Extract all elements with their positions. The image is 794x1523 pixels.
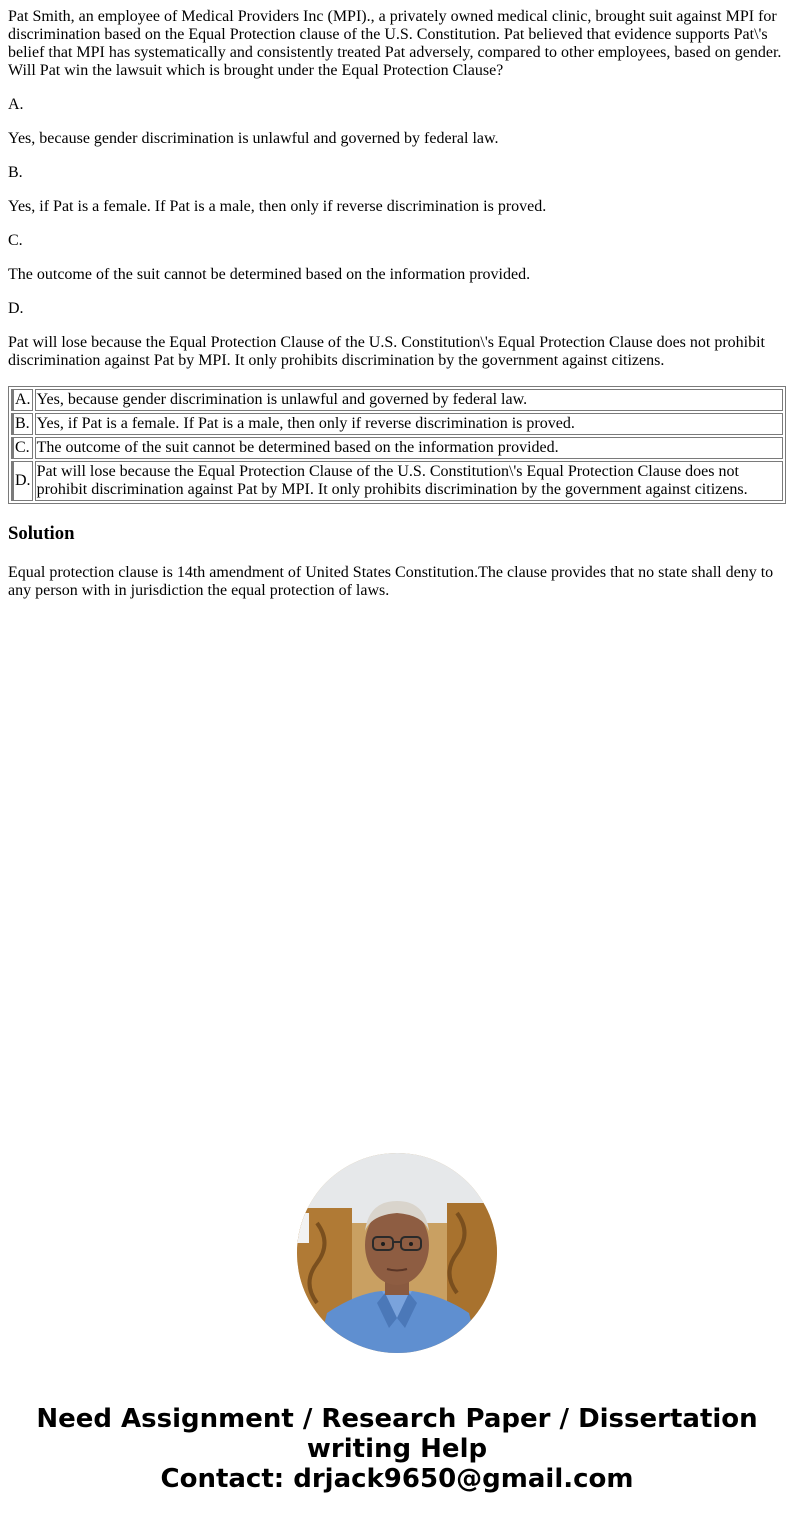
option-d-text: Pat will lose because the Equal Protection Clause of the U.S. Constitution\'s Equal Protection Clause does not prohibit discrimination against Pat by MPI. It only prohibits discrimination by the government against citizens. — [8, 334, 765, 369]
avatar-portrait-image — [297, 1153, 497, 1353]
option-b-text: Yes, if Pat is a female. If Pat is a male, then only if reverse discrimination is proved. — [8, 198, 547, 215]
table-row — [11, 413, 783, 435]
option-a-letter: A. — [8, 96, 24, 113]
table-cell-text: Yes, if Pat is a female. If Pat is a male, then only if reverse discrimination is proved. — [35, 413, 783, 435]
table-cell-text: The outcome of the suit cannot be determined based on the information provided. — [35, 437, 783, 459]
table-cell-letter: C. — [11, 437, 33, 459]
table-row — [11, 461, 783, 501]
avatar — [297, 1153, 497, 1353]
option-c-letter: C. — [8, 232, 23, 249]
table-row — [11, 437, 783, 459]
footer-banner — [0, 1404, 794, 1494]
table-row — [11, 389, 783, 411]
solution-text: Equal protection clause is 14th amendment of United States Constitution.The clause provides that no state shall deny to any person with in jurisdiction the equal protection of laws. — [8, 564, 774, 599]
table-cell-text: Pat will lose because the Equal Protection Clause of the U.S. Constitution\'s Equal Protection Clause does not prohibit discrimination against Pat by MPI. It only prohibits discrimination by the government against citizens. — [35, 461, 783, 501]
question-text: Pat Smith, an employee of Medical Providers Inc (MPI)., a privately owned medical clinic, brought suit against MPI for discrimination based on the Equal Protection clause of the U.S. Constitution. Pat believed that evidence supports Pat\'s belief that MPI has systematically and consistently treated Pat adversely, compared to other employees, based on gender. Will Pat win the lawsuit which is brought under the Equal Protection Clause? — [8, 8, 782, 79]
solution-heading: Solution — [8, 523, 75, 544]
table-cell-text: Yes, because gender discrimination is unlawful and governed by federal law. — [35, 389, 783, 411]
table-cell-letter: D. — [11, 461, 33, 501]
footer-line: writing Help — [306, 1434, 488, 1464]
option-c-text: The outcome of the suit cannot be determined based on the information provided. — [8, 266, 531, 283]
table-cell-letter: B. — [11, 413, 33, 435]
footer-line: Need Assignment / Research Paper / Dissertation — [36, 1404, 758, 1434]
option-d-letter: D. — [8, 300, 24, 317]
footer-contact: Contact: drjack9650@gmail.com — [160, 1464, 634, 1494]
options-table — [8, 386, 786, 504]
page-content — [8, 8, 786, 616]
option-a-text: Yes, because gender discrimination is unlawful and governed by federal law. — [8, 130, 499, 147]
table-cell-letter: A. — [11, 389, 33, 411]
option-b-letter: B. — [8, 164, 23, 181]
